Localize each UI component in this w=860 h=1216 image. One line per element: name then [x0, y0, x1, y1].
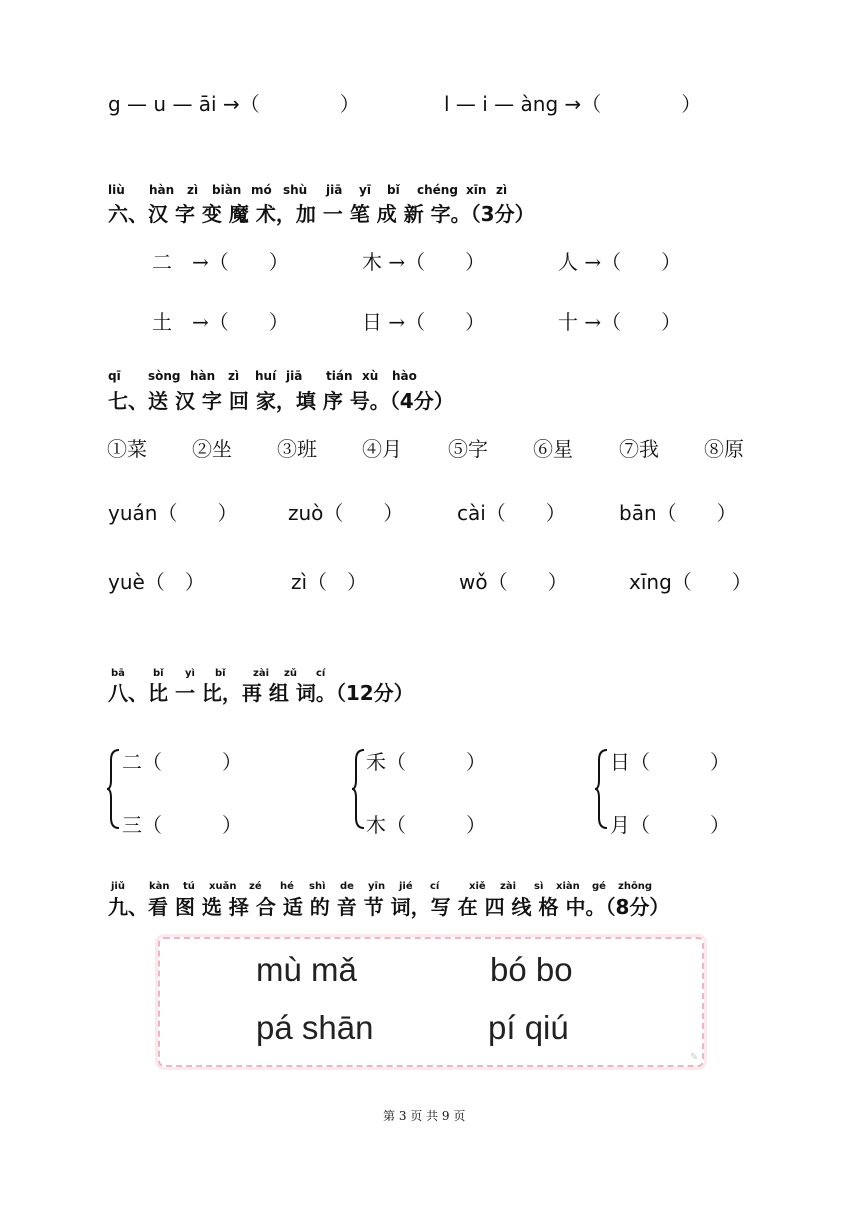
pinyin-mo: mó: [251, 183, 272, 197]
pinyin-xian: xiàn: [556, 881, 580, 892]
word-pa-shan: pá shān: [256, 1009, 374, 1046]
pinyin-xin: xīn: [466, 183, 487, 197]
section-8-title: 八、比 一 比，再 组 词。（12分）: [108, 681, 414, 705]
s7-row2-xing: xīng（ ）: [629, 570, 752, 594]
top-line-left: g — u — āi →（ ）: [108, 92, 360, 116]
word-bo-bo: bó bo: [490, 951, 573, 988]
s6-row2-item2: 日 →（ ）: [362, 310, 486, 334]
pinyin-jia: jiā: [326, 183, 343, 197]
s8-g2-bottom: 木（ ）: [366, 813, 486, 837]
pinyin-zhong: zhōng: [618, 881, 653, 892]
pinyin-qi: qī: [108, 369, 121, 383]
pinyin-de: de: [340, 881, 354, 892]
pinyin-ge: gé: [592, 881, 606, 892]
pinyin-he: hé: [280, 881, 294, 892]
char-5: ⑤字: [448, 437, 488, 461]
brace-icon: [106, 748, 120, 830]
pinyin-cheng: chéng: [417, 183, 458, 197]
pinyin-tian: tián: [326, 369, 353, 383]
pinyin-xuan: xuǎn: [209, 881, 237, 892]
page-footer: 第 3 页 共 9 页: [383, 1109, 466, 1123]
pinyin-bi2: bǐ: [215, 668, 226, 679]
s7-row2-zi: zì（ ）: [291, 570, 368, 594]
s8-g1-bottom: 三（ ）: [122, 813, 242, 837]
pinyin-bi: bǐ: [387, 183, 400, 197]
char-4: ④月: [362, 437, 402, 461]
brace-icon: [594, 748, 608, 830]
pencil-icon: ✎: [690, 1052, 699, 1063]
s6-row1-item1: 二 →（ ）: [152, 250, 289, 274]
pinyin-zu: zǔ: [284, 668, 297, 679]
pinyin-han: hàn: [190, 369, 216, 383]
pinyin-si: sì: [534, 881, 544, 892]
s8-g3-top: 日（ ）: [610, 750, 730, 774]
pinyin-jiu: jiǔ: [111, 881, 125, 892]
char-1: ①菜: [107, 437, 147, 461]
pinyin-bian: biàn: [212, 183, 242, 197]
char-3: ③班: [277, 437, 317, 461]
pinyin-xie: xiě: [469, 881, 486, 892]
section-9-title: 九、看 图 选 择 合 适 的 音 节 词，写 在 四 线 格 中。（8分）: [108, 895, 670, 919]
pinyin-zi: zì: [228, 369, 240, 383]
pinyin-bi1: bǐ: [153, 668, 164, 679]
pinyin-yi: yì: [185, 668, 195, 679]
s6-row1-item3: 人 →（ ）: [558, 250, 682, 274]
s7-row1-zuo: zuò（ ）: [288, 501, 404, 525]
char-6: ⑥星: [533, 437, 573, 461]
s7-row1-yuan: yuán（ ）: [108, 501, 238, 525]
char-7: ⑦我: [619, 437, 659, 461]
pinyin-kan: kàn: [149, 881, 170, 892]
pinyin-hui: huí: [255, 369, 277, 383]
word-mu-ma: mù mǎ: [256, 951, 357, 988]
pinyin-jia: jiā: [286, 369, 303, 383]
top-line-right: l — i — àng →（ ）: [444, 92, 702, 116]
s6-row2-item1: 土 →（ ）: [152, 310, 289, 334]
pinyin-hao: hào: [392, 369, 417, 383]
s7-row2-wo: wǒ（ ）: [459, 570, 568, 594]
section-6-title: 六、汉 字 变 魔 术，加 一 笔 成 新 字。（3分）: [108, 202, 535, 226]
pinyin-xu: xù: [362, 369, 379, 383]
pinyin-ci: cí: [430, 881, 440, 892]
char-8: ⑧原: [704, 437, 744, 461]
s6-row2-item3: 十 →（ ）: [558, 310, 682, 334]
s8-g2-top: 禾（ ）: [366, 750, 486, 774]
word-pi-qiu: pí qiú: [488, 1009, 569, 1046]
s7-row2-yue: yuè（ ）: [108, 570, 205, 594]
pinyin-shu: shù: [283, 183, 308, 197]
section-7-title: 七、送 汉 字 回 家，填 序 号。（4分）: [108, 389, 454, 413]
word-choice-box: [158, 937, 704, 1067]
s8-g3-bottom: 月（ ）: [610, 813, 730, 837]
pinyin-zai: zài: [500, 881, 516, 892]
brace-icon: [351, 748, 365, 830]
pinyin-liu: liù: [108, 183, 125, 197]
s6-row1-item2: 木 →（ ）: [362, 250, 486, 274]
s7-row1-cai: cài（ ）: [457, 501, 566, 525]
pinyin-yin: yīn: [368, 881, 386, 892]
pinyin-han: hàn: [149, 183, 175, 197]
s7-row1-ban: bān（ ）: [619, 501, 737, 525]
pinyin-ba: bā: [111, 668, 125, 679]
pinyin-zai: zài: [253, 668, 269, 679]
pinyin-song: sòng: [148, 369, 181, 383]
pinyin-zi2: zì: [496, 183, 508, 197]
char-2: ②坐: [192, 437, 232, 461]
pinyin-jie: jié: [399, 881, 413, 892]
pinyin-yi: yī: [359, 183, 371, 197]
pinyin-shi: shì: [309, 881, 326, 892]
pinyin-ze: zé: [249, 881, 262, 892]
s8-g1-top: 二（ ）: [122, 750, 242, 774]
pinyin-tu: tú: [183, 881, 195, 892]
pinyin-zi: zì: [187, 183, 199, 197]
pinyin-ci: cí: [316, 668, 326, 679]
